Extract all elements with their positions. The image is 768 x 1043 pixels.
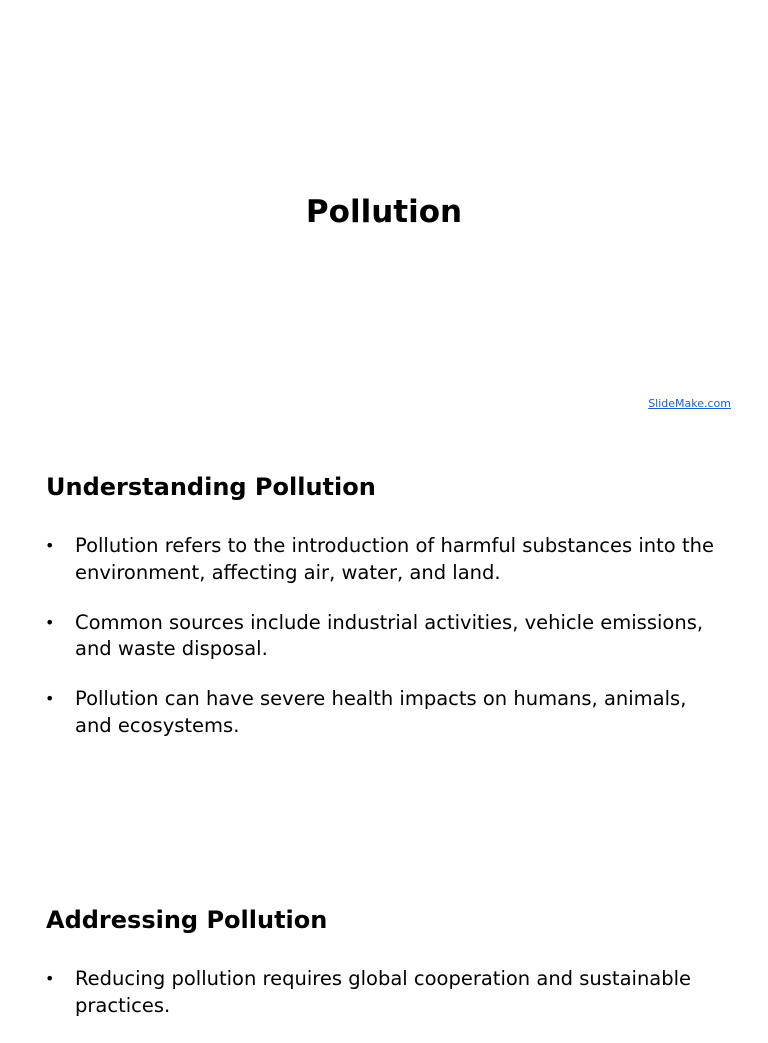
- bullet-text: Pollution refers to the introduction of harmful substances into the environment, affecting air, water, and land.: [75, 534, 714, 584]
- list-item: [46, 610, 726, 663]
- list-item: [46, 686, 726, 739]
- slide-title: Pollution: [305, 194, 463, 230]
- section-heading-understanding: Understanding Pollution: [46, 473, 376, 501]
- understanding-bullet-list: [46, 533, 726, 763]
- slidemake-link[interactable]: SlideMake.com: [648, 397, 731, 410]
- bullet-icon: •: [45, 969, 55, 988]
- list-item: [46, 966, 726, 1019]
- addressing-bullet-list: [46, 966, 726, 1043]
- bullet-icon: •: [45, 536, 55, 555]
- list-item: [46, 533, 726, 586]
- bullet-text: Reducing pollution requires global cooperation and sustainable practices.: [75, 967, 692, 1017]
- bullet-text: Pollution can have severe health impacts on humans, animals, and ecosystems.: [75, 687, 687, 737]
- bullet-icon: •: [45, 612, 55, 632]
- section-heading-addressing: Addressing Pollution: [46, 906, 328, 934]
- bullet-icon: •: [45, 689, 55, 708]
- bullet-text: Common sources include industrial activities, vehicle emissions, and waste disposal.: [75, 610, 704, 660]
